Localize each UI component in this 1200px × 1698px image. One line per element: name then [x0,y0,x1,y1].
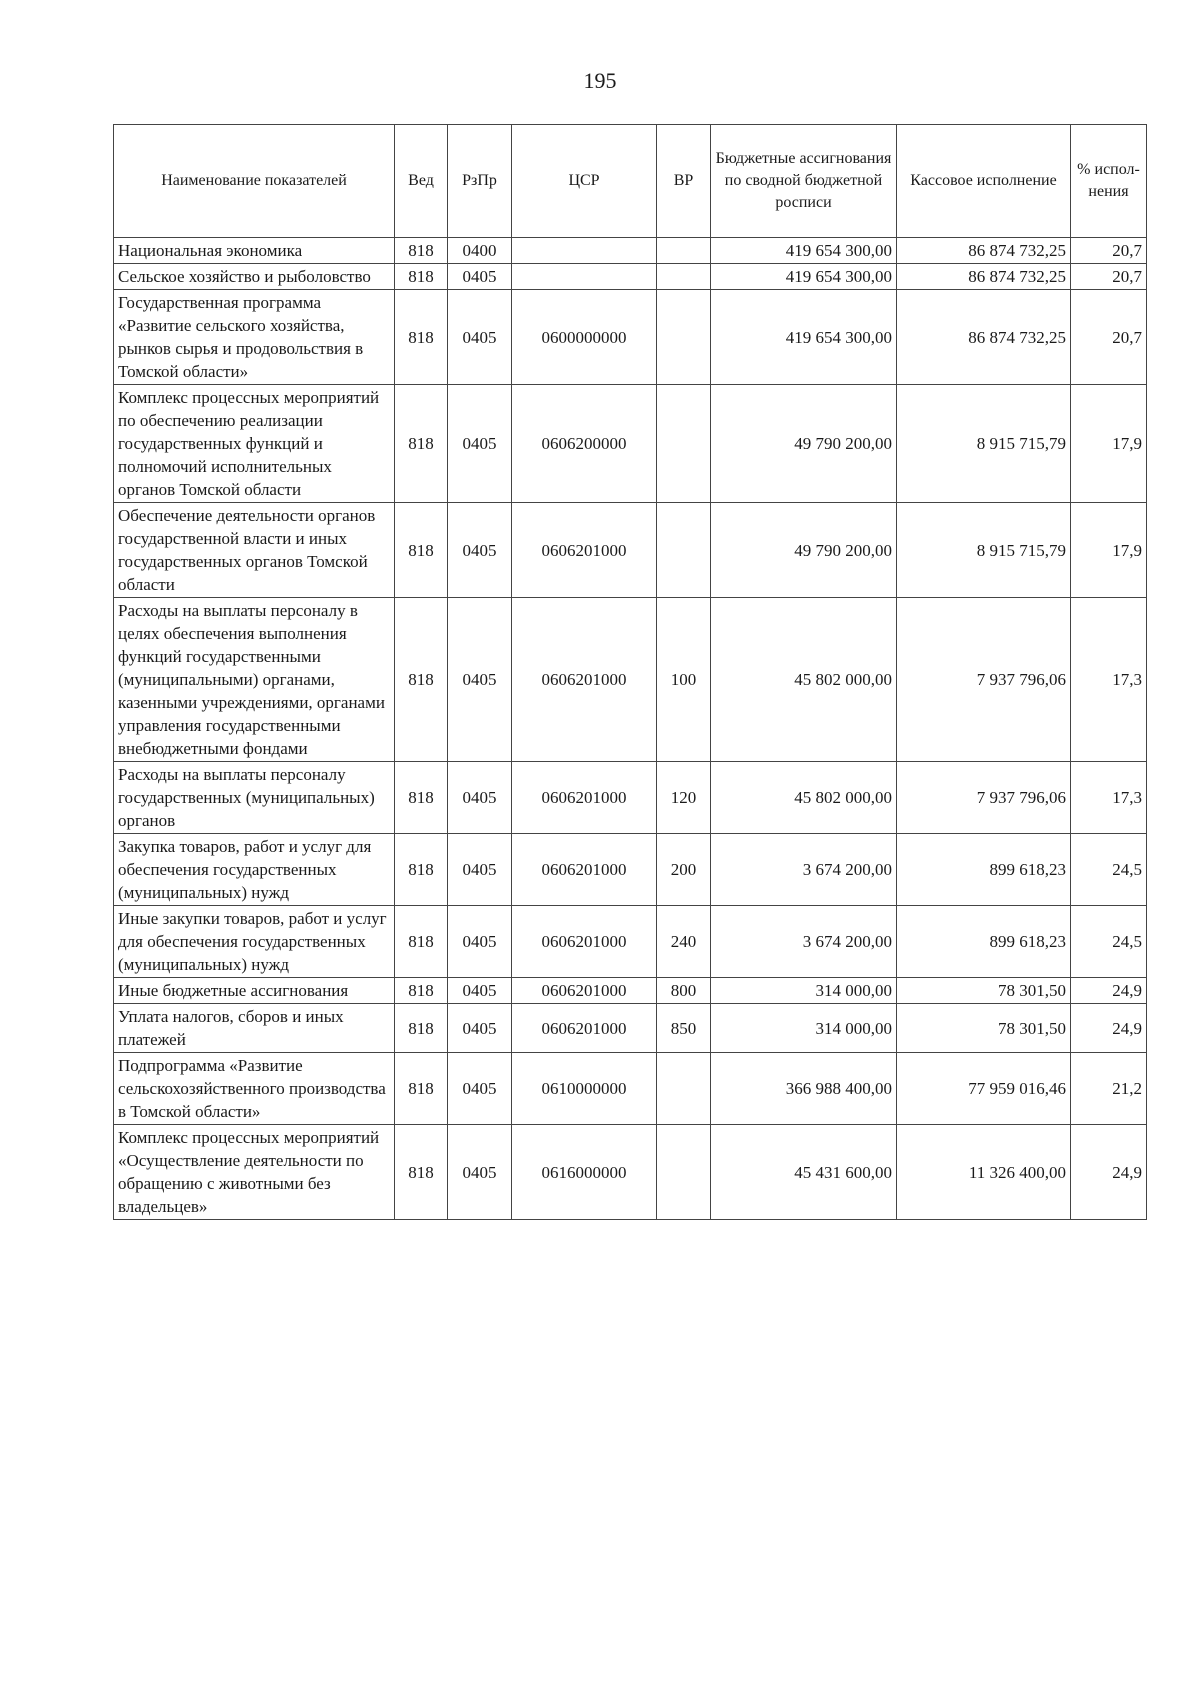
row-name: Национальная экономика [114,238,395,264]
row-cash: 8 915 715,79 [897,503,1071,598]
row-cash: 86 874 732,25 [897,290,1071,385]
table-row [114,598,1147,762]
row-name: Расходы на выплаты персоналу в целях обеспечения выполнения функций государственными (муниципальными) органами, казенными учреждениями, органами управления государственными внебюджетными фондами [114,598,395,762]
header-budget: Бюджетные ассигнования по сводной бюджетной росписи [711,125,897,238]
row-ved: 818 [395,762,448,834]
row-ved: 818 [395,385,448,503]
row-csr: 0606201000 [512,503,657,598]
row-vr [657,503,711,598]
header-rzpr: РзПр [448,125,512,238]
row-csr: 0600000000 [512,290,657,385]
row-rzpr: 0405 [448,385,512,503]
row-csr: 0606201000 [512,906,657,978]
row-ved: 818 [395,264,448,290]
row-percent: 17,3 [1071,762,1147,834]
row-name: Уплата налогов, сборов и иных платежей [114,1004,395,1053]
header-percent: % испол-нения [1071,125,1147,238]
row-rzpr: 0400 [448,238,512,264]
row-vr [657,290,711,385]
row-cash: 8 915 715,79 [897,385,1071,503]
row-ved: 818 [395,1004,448,1053]
row-ved: 818 [395,1125,448,1220]
row-ved: 818 [395,290,448,385]
row-percent: 24,5 [1071,834,1147,906]
row-rzpr: 0405 [448,264,512,290]
row-rzpr: 0405 [448,503,512,598]
table-row [114,834,1147,906]
row-budget: 49 790 200,00 [711,385,897,503]
row-csr: 0606201000 [512,1004,657,1053]
row-name: Закупка товаров, работ и услуг для обеспечения государственных (муниципальных) нужд [114,834,395,906]
row-vr: 200 [657,834,711,906]
row-cash: 86 874 732,25 [897,264,1071,290]
row-percent: 24,9 [1071,1125,1147,1220]
row-percent: 17,9 [1071,385,1147,503]
row-cash: 86 874 732,25 [897,238,1071,264]
table-row [114,385,1147,503]
row-csr: 0606201000 [512,598,657,762]
row-rzpr: 0405 [448,834,512,906]
row-percent: 24,5 [1071,906,1147,978]
row-name: Иные закупки товаров, работ и услуг для обеспечения государственных (муниципальных) нужд [114,906,395,978]
row-ved: 818 [395,503,448,598]
row-rzpr: 0405 [448,290,512,385]
row-csr: 0610000000 [512,1053,657,1125]
table-row [114,290,1147,385]
row-percent: 20,7 [1071,264,1147,290]
row-vr [657,385,711,503]
row-rzpr: 0405 [448,906,512,978]
row-vr: 120 [657,762,711,834]
row-ved: 818 [395,834,448,906]
row-cash: 11 326 400,00 [897,1125,1071,1220]
row-cash: 78 301,50 [897,1004,1071,1053]
row-name: Комплекс процессных мероприятий «Осуществление деятельности по обращению с животными без владельцев» [114,1125,395,1220]
row-percent: 20,7 [1071,238,1147,264]
row-ved: 818 [395,906,448,978]
row-name: Комплекс процессных мероприятий по обеспечению реализации государственных функций и полномочий исполнительных органов Томской области [114,385,395,503]
row-ved: 818 [395,238,448,264]
table-row [114,1053,1147,1125]
row-budget: 49 790 200,00 [711,503,897,598]
row-percent: 17,9 [1071,503,1147,598]
header-name: Наименование показателей [114,125,395,238]
row-percent: 17,3 [1071,598,1147,762]
row-budget: 3 674 200,00 [711,834,897,906]
row-budget: 3 674 200,00 [711,906,897,978]
row-csr [512,264,657,290]
table-row [114,238,1147,264]
header-cash: Кассовое исполнение [897,125,1071,238]
table-header-row [114,125,1147,238]
row-rzpr: 0405 [448,1125,512,1220]
table-row [114,762,1147,834]
row-budget: 366 988 400,00 [711,1053,897,1125]
row-vr [657,238,711,264]
row-vr: 850 [657,1004,711,1053]
table-row [114,978,1147,1004]
row-budget: 314 000,00 [711,978,897,1004]
header-ved: Вед [395,125,448,238]
row-cash: 78 301,50 [897,978,1071,1004]
row-rzpr: 0405 [448,1053,512,1125]
row-name: Иные бюджетные ассигнования [114,978,395,1004]
row-csr [512,238,657,264]
row-percent: 20,7 [1071,290,1147,385]
row-budget: 45 802 000,00 [711,598,897,762]
row-name: Расходы на выплаты персоналу государственных (муниципальных) органов [114,762,395,834]
row-ved: 818 [395,598,448,762]
budget-table [113,124,1147,1220]
row-budget: 45 802 000,00 [711,762,897,834]
row-cash: 77 959 016,46 [897,1053,1071,1125]
row-budget: 419 654 300,00 [711,264,897,290]
page-number: 195 [583,68,617,93]
row-name: Обеспечение деятельности органов государственной власти и иных государственных органов Томской области [114,503,395,598]
row-percent: 21,2 [1071,1053,1147,1125]
row-csr: 0606201000 [512,762,657,834]
row-rzpr: 0405 [448,978,512,1004]
table-row [114,1125,1147,1220]
row-vr: 240 [657,906,711,978]
row-percent: 24,9 [1071,1004,1147,1053]
row-cash: 7 937 796,06 [897,762,1071,834]
row-csr: 0606201000 [512,834,657,906]
row-ved: 818 [395,978,448,1004]
row-csr: 0606200000 [512,385,657,503]
row-rzpr: 0405 [448,762,512,834]
row-vr: 100 [657,598,711,762]
row-name: Подпрограмма «Развитие сельскохозяйственного производства в Томской области» [114,1053,395,1125]
row-name: Сельское хозяйство и рыболовство [114,264,395,290]
table-row [114,906,1147,978]
row-name: Государственная программа «Развитие сельского хозяйства, рынков сырья и продовольствия в Томской области» [114,290,395,385]
header-csr: ЦСР [512,125,657,238]
row-budget: 314 000,00 [711,1004,897,1053]
row-cash: 899 618,23 [897,834,1071,906]
table-row [114,1004,1147,1053]
row-vr [657,1125,711,1220]
row-budget: 45 431 600,00 [711,1125,897,1220]
table-row [114,503,1147,598]
row-budget: 419 654 300,00 [711,238,897,264]
row-budget: 419 654 300,00 [711,290,897,385]
row-vr [657,264,711,290]
row-csr: 0606201000 [512,978,657,1004]
row-vr [657,1053,711,1125]
row-rzpr: 0405 [448,598,512,762]
row-rzpr: 0405 [448,1004,512,1053]
header-vr: ВР [657,125,711,238]
row-cash: 899 618,23 [897,906,1071,978]
row-cash: 7 937 796,06 [897,598,1071,762]
table-row [114,264,1147,290]
row-ved: 818 [395,1053,448,1125]
row-vr: 800 [657,978,711,1004]
row-percent: 24,9 [1071,978,1147,1004]
row-csr: 0616000000 [512,1125,657,1220]
